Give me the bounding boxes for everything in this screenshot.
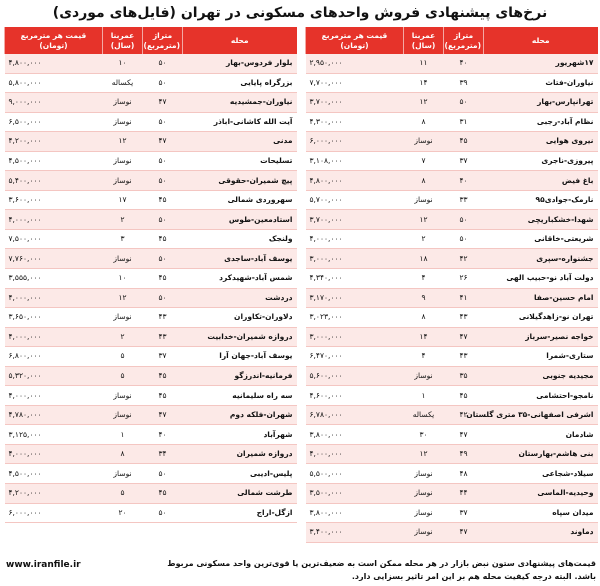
price-cell: ۳,۴۰۰,۰۰۰: [306, 523, 404, 543]
table-row: [306, 132, 598, 152]
neighborhood-cell: تسلیحات: [183, 151, 297, 171]
neighborhood-cell: شهران-فلکه دوم: [183, 405, 297, 425]
neighborhood-cell: میدان سپاه: [484, 503, 598, 523]
table-row: [5, 112, 297, 132]
price-cell: ۷,۷۰۰,۰۰۰: [306, 73, 404, 93]
area-cell: ۴۵: [143, 366, 183, 386]
price-cell: ۵,۴۰۰,۰۰۰: [5, 171, 103, 191]
price-cell: ۶,۴۷۰,۰۰۰: [306, 347, 404, 367]
table-row: [306, 308, 598, 328]
age-cell: نوساز: [103, 405, 143, 425]
neighborhood-cell: مدنی: [183, 132, 297, 152]
neighborhood-cell: استادمعین-طوس: [183, 210, 297, 230]
neighborhood-cell: پلیس-ادیبی: [183, 464, 297, 484]
neighborhood-cell: دولت آباد نو-حبیب الهی: [484, 269, 598, 289]
neighborhood-cell: وحیدیه-الماسی: [484, 484, 598, 504]
table-row: [306, 366, 598, 386]
table-row: [306, 229, 598, 249]
age-cell: ۵: [103, 366, 143, 386]
neighborhood-cell: تهران نو-زاهدگیلانی: [484, 308, 598, 328]
header-area: متراژ (مترمربع): [143, 27, 183, 54]
area-cell: ۵۰: [143, 171, 183, 191]
table-row: [5, 327, 297, 347]
neighborhood-cell: شمس آباد-شهیدکرد: [183, 269, 297, 289]
age-cell: ۴: [404, 269, 444, 289]
price-cell: ۵,۵۰۰,۰۰۰: [306, 464, 404, 484]
age-cell: ۸: [404, 308, 444, 328]
price-cell: ۳,۸۰۰,۰۰۰: [306, 503, 404, 523]
age-cell: ۹: [404, 288, 444, 308]
website-url[interactable]: www.iranfile.ir: [6, 560, 81, 570]
price-cell: ۹,۰۰۰,۰۰۰: [5, 93, 103, 113]
age-cell: نوساز: [404, 523, 444, 543]
age-cell: نوساز: [103, 464, 143, 484]
table-row: [5, 503, 297, 523]
table-row: [5, 484, 297, 504]
neighborhood-cell: پیچ شمیران-حقوقی: [183, 171, 297, 191]
neighborhood-cell: یوسف آباد-جهان آرا: [183, 347, 297, 367]
age-cell: ۴: [404, 347, 444, 367]
price-cell: ۴,۲۰۰,۰۰۰: [5, 132, 103, 152]
footnote: قیمت‌های پیشنهادی ستون نبض بازار در هر محله ممکن است به ضعیف‌ترین یا قوی‌ترین واحد مسکونی مربوط باشد. البته درجه کیفیت محله هم بر این امر تاثیر بسزایی دارد.: [167, 559, 596, 581]
neighborhood-cell: نیاوران-فتاث: [484, 73, 598, 93]
neighborhood-cell: آیت الله کاشانی-اباذر: [183, 112, 297, 132]
table-row: [306, 269, 598, 289]
table-row: [306, 112, 598, 132]
area-cell: ۵۰: [143, 210, 183, 230]
age-cell: ۱۰: [103, 269, 143, 289]
neighborhood-cell: ازگل-اراج: [183, 503, 297, 523]
price-cell: ۴,۰۰۰,۰۰۰: [5, 444, 103, 464]
age-cell: ۲۰: [103, 503, 143, 523]
area-cell: ۴۷: [143, 93, 183, 113]
neighborhood-cell: ولنجک: [183, 229, 297, 249]
age-cell: یکساله: [103, 73, 143, 93]
neighborhood-cell: نیاوران-جمشیدیه: [183, 93, 297, 113]
area-cell: ۴۱: [444, 288, 484, 308]
table-header-row: [306, 27, 598, 54]
header-price: قیمت هر مترمربع (تومان): [306, 27, 404, 54]
table-row: [306, 464, 598, 484]
price-cell: ۳,۶۰۰,۰۰۰: [5, 190, 103, 210]
age-cell: ۱۲: [404, 93, 444, 113]
area-cell: ۴۵: [143, 484, 183, 504]
price-cell: ۳,۱۰۸,۰۰۰: [306, 151, 404, 171]
table-row: [5, 171, 297, 191]
neighborhood-cell: بنی هاشم-بهارستان: [484, 444, 598, 464]
neighborhood-cell: شادمان: [484, 425, 598, 445]
area-cell: ۴۴: [444, 484, 484, 504]
neighborhood-cell: خواجه نصیر-سرباز: [484, 327, 598, 347]
price-cell: ۴,۰۰۰,۰۰۰: [5, 288, 103, 308]
neighborhood-cell: باغ فیض: [484, 171, 598, 191]
area-cell: ۴۷: [143, 405, 183, 425]
area-cell: ۴۵: [143, 229, 183, 249]
area-cell: ۴۵: [444, 132, 484, 152]
table-row: [5, 73, 297, 93]
table-row: [306, 523, 598, 543]
area-cell: ۴۹: [444, 444, 484, 464]
price-cell: ۴,۰۰۰,۰۰۰: [306, 229, 404, 249]
area-cell: ۴۵: [143, 269, 183, 289]
neighborhood-cell: شهدا-خشکباریچی: [484, 210, 598, 230]
table-row: [306, 73, 598, 93]
header-age: عمربنا (سال): [103, 27, 143, 54]
table-row: [5, 151, 297, 171]
area-cell: ۴۳: [444, 308, 484, 328]
age-cell: ۱: [103, 425, 143, 445]
table-row: [306, 93, 598, 113]
age-cell: ۱۲: [404, 444, 444, 464]
table-row: [5, 190, 297, 210]
age-cell: ۸: [404, 171, 444, 191]
table-row: [5, 54, 297, 73]
area-cell: ۳۷: [444, 503, 484, 523]
price-cell: ۲,۹۵۰,۰۰۰: [306, 54, 404, 73]
price-cell: ۶,۰۰۰,۰۰۰: [5, 503, 103, 523]
age-cell: ۲: [103, 210, 143, 230]
table-row: [5, 210, 297, 230]
price-cell: ۳,۱۲۵,۰۰۰: [5, 425, 103, 445]
table-row: [306, 405, 598, 425]
area-cell: ۴۲: [444, 249, 484, 269]
age-cell: ۱۰: [103, 54, 143, 73]
price-cell: ۴,۸۰۰,۰۰۰: [306, 171, 404, 191]
age-cell: نوساز: [103, 93, 143, 113]
neighborhood-cell: دروازه شمیران: [183, 444, 297, 464]
price-cell: ۶,۵۰۰,۰۰۰: [5, 112, 103, 132]
area-cell: ۳۳: [444, 190, 484, 210]
age-cell: نوساز: [103, 249, 143, 269]
price-cell: ۳,۰۰۰,۰۰۰: [306, 249, 404, 269]
area-cell: ۳۷: [143, 347, 183, 367]
age-cell: ۲: [404, 229, 444, 249]
price-cell: ۵,۳۲۰,۰۰۰: [5, 366, 103, 386]
area-cell: ۴۷: [444, 425, 484, 445]
price-cell: ۳,۷۰۰,۰۰۰: [306, 210, 404, 230]
price-cell: ۴,۰۰۰,۰۰۰: [306, 444, 404, 464]
area-cell: ۵۰: [444, 229, 484, 249]
age-cell: نوساز: [103, 171, 143, 191]
neighborhood-cell: شریعتی-خاقانی: [484, 229, 598, 249]
price-cell: ۴,۵۰۰,۰۰۰: [5, 151, 103, 171]
price-cell: ۳,۰۲۳,۰۰۰: [306, 308, 404, 328]
price-cell: ۷,۷۶۰,۰۰۰: [5, 249, 103, 269]
area-cell: ۴۵: [143, 386, 183, 406]
age-cell: ۸: [103, 444, 143, 464]
area-cell: ۴۵: [143, 190, 183, 210]
area-cell: ۴۳: [143, 327, 183, 347]
neighborhood-cell: پیروزی-ناجری: [484, 151, 598, 171]
age-cell: نوساز: [103, 112, 143, 132]
price-cell: ۴,۸۰۰,۰۰۰: [5, 54, 103, 73]
age-cell: نوساز: [404, 132, 444, 152]
neighborhood-cell: دردشت: [183, 288, 297, 308]
age-cell: ۱۴: [404, 327, 444, 347]
table-row: [306, 425, 598, 445]
price-cell: ۵,۶۰۰,۰۰۰: [306, 366, 404, 386]
price-cell: ۵,۷۰۰,۰۰۰: [306, 190, 404, 210]
price-cell: ۳,۱۷۰,۰۰۰: [306, 288, 404, 308]
area-cell: ۳۵: [444, 366, 484, 386]
age-cell: نوساز: [404, 190, 444, 210]
neighborhood-cell: جشنواره-سپری: [484, 249, 598, 269]
age-cell: ۱۴: [404, 73, 444, 93]
area-cell: ۴۸: [444, 464, 484, 484]
neighborhood-cell: نارمک-جوادی۹۵: [484, 190, 598, 210]
price-cell: ۴,۳۴۰,۰۰۰: [306, 269, 404, 289]
area-cell: ۴۰: [143, 425, 183, 445]
area-cell: ۴۰: [444, 171, 484, 191]
age-cell: نوساز: [404, 503, 444, 523]
age-cell: ۵: [103, 347, 143, 367]
age-cell: ۲: [103, 327, 143, 347]
area-cell: ۵۰: [143, 151, 183, 171]
price-table-right: [305, 27, 598, 543]
table-row: [5, 444, 297, 464]
table-row: [306, 151, 598, 171]
header-area: متراژ (مترمربع): [444, 27, 484, 54]
age-cell: ۳۰: [404, 425, 444, 445]
area-cell: ۴۳: [143, 308, 183, 328]
neighborhood-cell: ۱۷شهریور: [484, 54, 598, 73]
age-cell: ۱: [404, 386, 444, 406]
age-cell: نوساز: [103, 386, 143, 406]
price-cell: ۳,۸۰۰,۰۰۰: [306, 425, 404, 445]
age-cell: یکساله: [404, 405, 444, 425]
area-cell: ۴۵: [444, 386, 484, 406]
table-row: [5, 464, 297, 484]
price-cell: ۳,۷۰۰,۰۰۰: [306, 93, 404, 113]
age-cell: ۱۲: [103, 288, 143, 308]
area-cell: ۵۰: [143, 249, 183, 269]
table-row: [306, 386, 598, 406]
age-cell: نوساز: [103, 151, 143, 171]
price-cell: ۳,۰۰۰,۰۰۰: [306, 327, 404, 347]
area-cell: ۴۷: [143, 132, 183, 152]
price-cell: ۴,۰۰۰,۰۰۰: [5, 327, 103, 347]
page-title: نرخ‌های پیشنهادی فروش واحدهای مسکونی در تهران (فایل‌های موردی): [52, 5, 548, 21]
neighborhood-cell: مجیدیه جنوبی: [484, 366, 598, 386]
price-cell: ۴,۰۰۰,۰۰۰: [5, 386, 103, 406]
age-cell: نوساز: [404, 484, 444, 504]
neighborhood-cell: دماوند: [484, 523, 598, 543]
area-cell: ۲۶: [444, 269, 484, 289]
area-cell: ۴۲: [444, 405, 484, 425]
table-row: [5, 347, 297, 367]
table-row: [306, 327, 598, 347]
neighborhood-cell: نظام آباد-رجبی: [484, 112, 598, 132]
price-cell: ۴,۳۰۰,۰۰۰: [306, 112, 404, 132]
age-cell: ۳: [103, 229, 143, 249]
area-cell: ۵۰: [444, 210, 484, 230]
price-cell: ۵,۸۰۰,۰۰۰: [5, 73, 103, 93]
table-row: [306, 444, 598, 464]
price-cell: ۴,۶۰۰,۰۰۰: [306, 386, 404, 406]
table-row: [5, 425, 297, 445]
price-cell: ۷,۵۰۰,۰۰۰: [5, 229, 103, 249]
area-cell: ۵۰: [143, 464, 183, 484]
neighborhood-cell: امام حسین-صفا: [484, 288, 598, 308]
age-cell: ۷: [404, 151, 444, 171]
header-neighborhood: محله: [484, 27, 598, 54]
table-header-row: [5, 27, 297, 54]
neighborhood-cell: ستاری-شمرا: [484, 347, 598, 367]
table-row: [5, 93, 297, 113]
table-row: [306, 347, 598, 367]
area-cell: ۴۳: [444, 347, 484, 367]
area-cell: ۴۷: [444, 523, 484, 543]
header-neighborhood: محله: [183, 27, 297, 54]
price-cell: ۶,۷۸۰,۰۰۰: [306, 405, 404, 425]
table-row: [5, 249, 297, 269]
table-row: [5, 229, 297, 249]
area-cell: ۴۰: [444, 54, 484, 73]
area-cell: ۵۰: [143, 288, 183, 308]
neighborhood-cell: یوسف آباد-ساجدی: [183, 249, 297, 269]
age-cell: نوساز: [103, 308, 143, 328]
neighborhood-cell: سه راه سلیمانیه: [183, 386, 297, 406]
area-cell: ۳۴: [143, 444, 183, 464]
neighborhood-cell: سیلاد-شجاعی: [484, 464, 598, 484]
table-row: [306, 249, 598, 269]
table-row: [306, 288, 598, 308]
neighborhood-cell: دلاوران-تکاوران: [183, 308, 297, 328]
price-cell: ۴,۵۰۰,۰۰۰: [5, 464, 103, 484]
area-cell: ۵۰: [143, 73, 183, 93]
neighborhood-cell: بلوار فردوس-بهار: [183, 54, 297, 73]
neighborhood-cell: نامجو-احتشامی: [484, 386, 598, 406]
table-row: [5, 269, 297, 289]
table-row: [5, 405, 297, 425]
table-row: [306, 503, 598, 523]
age-cell: نوساز: [404, 464, 444, 484]
age-cell: ۱۲: [404, 210, 444, 230]
age-cell: ۵: [103, 484, 143, 504]
neighborhood-cell: بزرگراه پایایی: [183, 73, 297, 93]
table-row: [306, 171, 598, 191]
area-cell: ۵۰: [143, 112, 183, 132]
table-row: [306, 190, 598, 210]
price-cell: ۴,۰۰۰,۰۰۰: [5, 210, 103, 230]
age-cell: ۱۱: [404, 54, 444, 73]
header-age: عمربنا (سال): [404, 27, 444, 54]
neighborhood-cell: فرمانیه-اندرزگو: [183, 366, 297, 386]
neighborhood-cell: دروازه شمیران-خدابیت: [183, 327, 297, 347]
price-cell: ۳,۵۵۵,۰۰۰: [5, 269, 103, 289]
table-row: [5, 132, 297, 152]
table-row: [5, 366, 297, 386]
table-row: [5, 288, 297, 308]
table-row: [5, 386, 297, 406]
age-cell: ۱۷: [103, 190, 143, 210]
area-cell: ۵۰: [143, 54, 183, 73]
table-row: [5, 308, 297, 328]
age-cell: نوساز: [404, 366, 444, 386]
neighborhood-cell: شهرآباد: [183, 425, 297, 445]
neighborhood-cell: تهرانپارس-بهار: [484, 93, 598, 113]
price-cell: ۳,۶۵۰,۰۰۰: [5, 308, 103, 328]
neighborhood-cell: سهروردی شمالی: [183, 190, 297, 210]
price-cell: ۶,۸۰۰,۰۰۰: [5, 347, 103, 367]
area-cell: ۳۹: [444, 73, 484, 93]
area-cell: ۵۰: [444, 93, 484, 113]
area-cell: ۳۱: [444, 112, 484, 132]
price-cell: ۴,۷۸۰,۰۰۰: [5, 405, 103, 425]
area-cell: ۵۰: [143, 503, 183, 523]
age-cell: ۱۲: [103, 132, 143, 152]
neighborhood-cell: اشرفی اصفهانی-۳۵ متری گلستان: [484, 405, 598, 425]
area-cell: ۴۷: [444, 327, 484, 347]
price-cell: ۴,۲۰۰,۰۰۰: [5, 484, 103, 504]
table-row: [306, 210, 598, 230]
table-row: [306, 484, 598, 504]
age-cell: ۸: [404, 112, 444, 132]
price-cell: ۳,۵۰۰,۰۰۰: [306, 484, 404, 504]
neighborhood-cell: طرشت شمالی: [183, 484, 297, 504]
area-cell: ۳۷: [444, 151, 484, 171]
header-price: قیمت هر مترمربع (تومان): [5, 27, 103, 54]
price-cell: ۶,۰۰۰,۰۰۰: [306, 132, 404, 152]
table-row: [306, 54, 598, 73]
age-cell: ۱۸: [404, 249, 444, 269]
neighborhood-cell: نیروی هوایی: [484, 132, 598, 152]
price-table-left: [4, 27, 297, 523]
